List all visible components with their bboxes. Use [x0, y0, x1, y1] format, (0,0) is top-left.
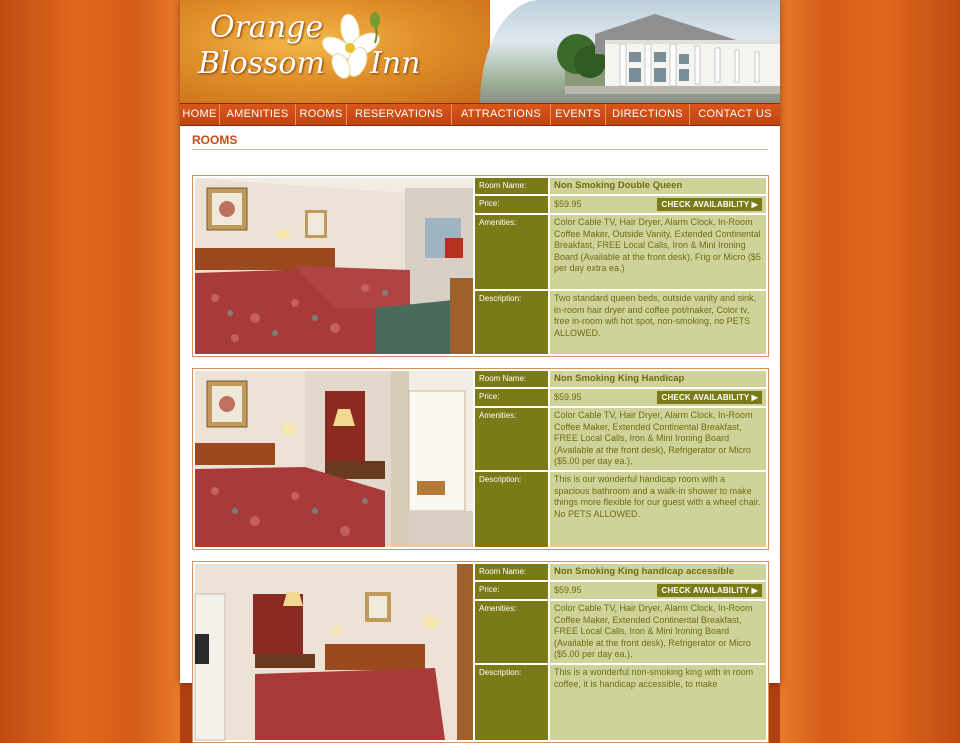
- room-name: Non Smoking King handicap accessible: [550, 564, 766, 580]
- room-name: Non Smoking Double Queen: [550, 178, 766, 194]
- nav-amenities[interactable]: AMENITIES: [220, 104, 296, 125]
- page-container: [180, 0, 780, 689]
- room-price: $59.95: [554, 584, 582, 595]
- price-label: Price:: [475, 582, 548, 600]
- logo-text-orange: Orange: [210, 10, 324, 45]
- check-availability-button[interactable]: CHECK AVAILABILITY ▶: [657, 391, 762, 405]
- page-title-row: [192, 131, 768, 150]
- description-label: Description:: [475, 291, 548, 354]
- room-photo-double-queen: [195, 178, 473, 354]
- orange-blossom-flower-icon: [315, 8, 385, 88]
- room-price: $59.95: [554, 198, 582, 209]
- amenities-label: Amenities:: [475, 215, 548, 289]
- price-label: Price:: [475, 389, 548, 407]
- description-label: Description:: [475, 665, 548, 740]
- room-card: [192, 368, 769, 550]
- check-availability-button[interactable]: CHECK AVAILABILITY ▶: [657, 198, 762, 212]
- logo-text-inn: Inn: [370, 46, 421, 81]
- nav-rooms[interactable]: ROOMS: [296, 104, 347, 125]
- page-title: ROOMS: [192, 133, 238, 147]
- room-photo-king-accessible: [195, 564, 473, 740]
- main-nav: [180, 103, 780, 126]
- room-description: This is our wonderful handicap room with a spacious bathroom and a walk-in shower to make things more flexible for our guest with a wheel chair. No PETS ALLOWED.: [550, 472, 766, 547]
- logo[interactable]: [180, 0, 490, 103]
- room-photo-king-handicap: [195, 371, 473, 547]
- room-name-label: Room Name:: [475, 371, 548, 387]
- room-card: [192, 561, 769, 743]
- room-amenities: Color Cable TV, Hair Dryer, Alarm Clock, In-Room Coffee Maker, Extended Continental Breakfast, FREE Local Calls, Iron & Mini Ironing Board (Available at the front desk), Refrigerator or Micro ($5.00 per day ea.),: [550, 601, 766, 663]
- check-availability-button[interactable]: CHECK AVAILABILITY ▶: [657, 584, 762, 598]
- room-amenities: Color Cable TV, Hair Dryer, Alarm Clock, In-Room Coffee Maker, Extended Continental Breakfast, FREE Local Calls, Iron & Mini Ironing Board (Available at the front desk), Refrigerator or Micro ($5.00 per day ea.),: [550, 408, 766, 470]
- room-price: $59.95: [554, 391, 582, 402]
- nav-events[interactable]: EVENTS: [551, 104, 606, 125]
- site-header: [180, 0, 780, 103]
- logo-text-blossom: Blossom: [198, 46, 326, 81]
- amenities-label: Amenities:: [475, 601, 548, 663]
- room-photo-image: [195, 371, 473, 547]
- nav-home[interactable]: HOME: [180, 104, 220, 125]
- room-description: Two standard queen beds, outside vanity and sink, in-room hair dryer and coffee pot/maker, Color tv, free in-room wifi hot spot, non-smoking, no PETS ALLOWED.: [550, 291, 766, 354]
- amenities-label: Amenities:: [475, 408, 548, 470]
- room-name-label: Room Name:: [475, 178, 548, 194]
- room-name-label: Room Name:: [475, 564, 548, 580]
- nav-attractions[interactable]: ATTRACTIONS: [452, 104, 551, 125]
- room-card: [192, 175, 769, 357]
- price-label: Price:: [475, 196, 548, 214]
- room-description: This is a wonderful non-smoking king with in room coffee, it is handicap accessible, to make: [550, 665, 766, 740]
- room-amenities: Color Cable TV, Hair Dryer, Alarm Clock, In-Room Coffee Maker, Outside Vanity, Extended Continental Breakfast, FREE Local Calls, Iron & Mini Ironing Board (Available at the front desk), Frig or Micro ($5 per day extra ea.): [550, 215, 766, 289]
- room-photo-image: [195, 564, 473, 740]
- nav-contact-us[interactable]: CONTACT US: [690, 104, 780, 125]
- room-name: Non Smoking King Handicap: [550, 371, 766, 387]
- room-photo-image: [195, 178, 473, 354]
- nav-reservations[interactable]: RESERVATIONS: [347, 104, 452, 125]
- description-label: Description:: [475, 472, 548, 547]
- nav-directions[interactable]: DIRECTIONS: [606, 104, 690, 125]
- hotel-building-image: [565, 14, 780, 94]
